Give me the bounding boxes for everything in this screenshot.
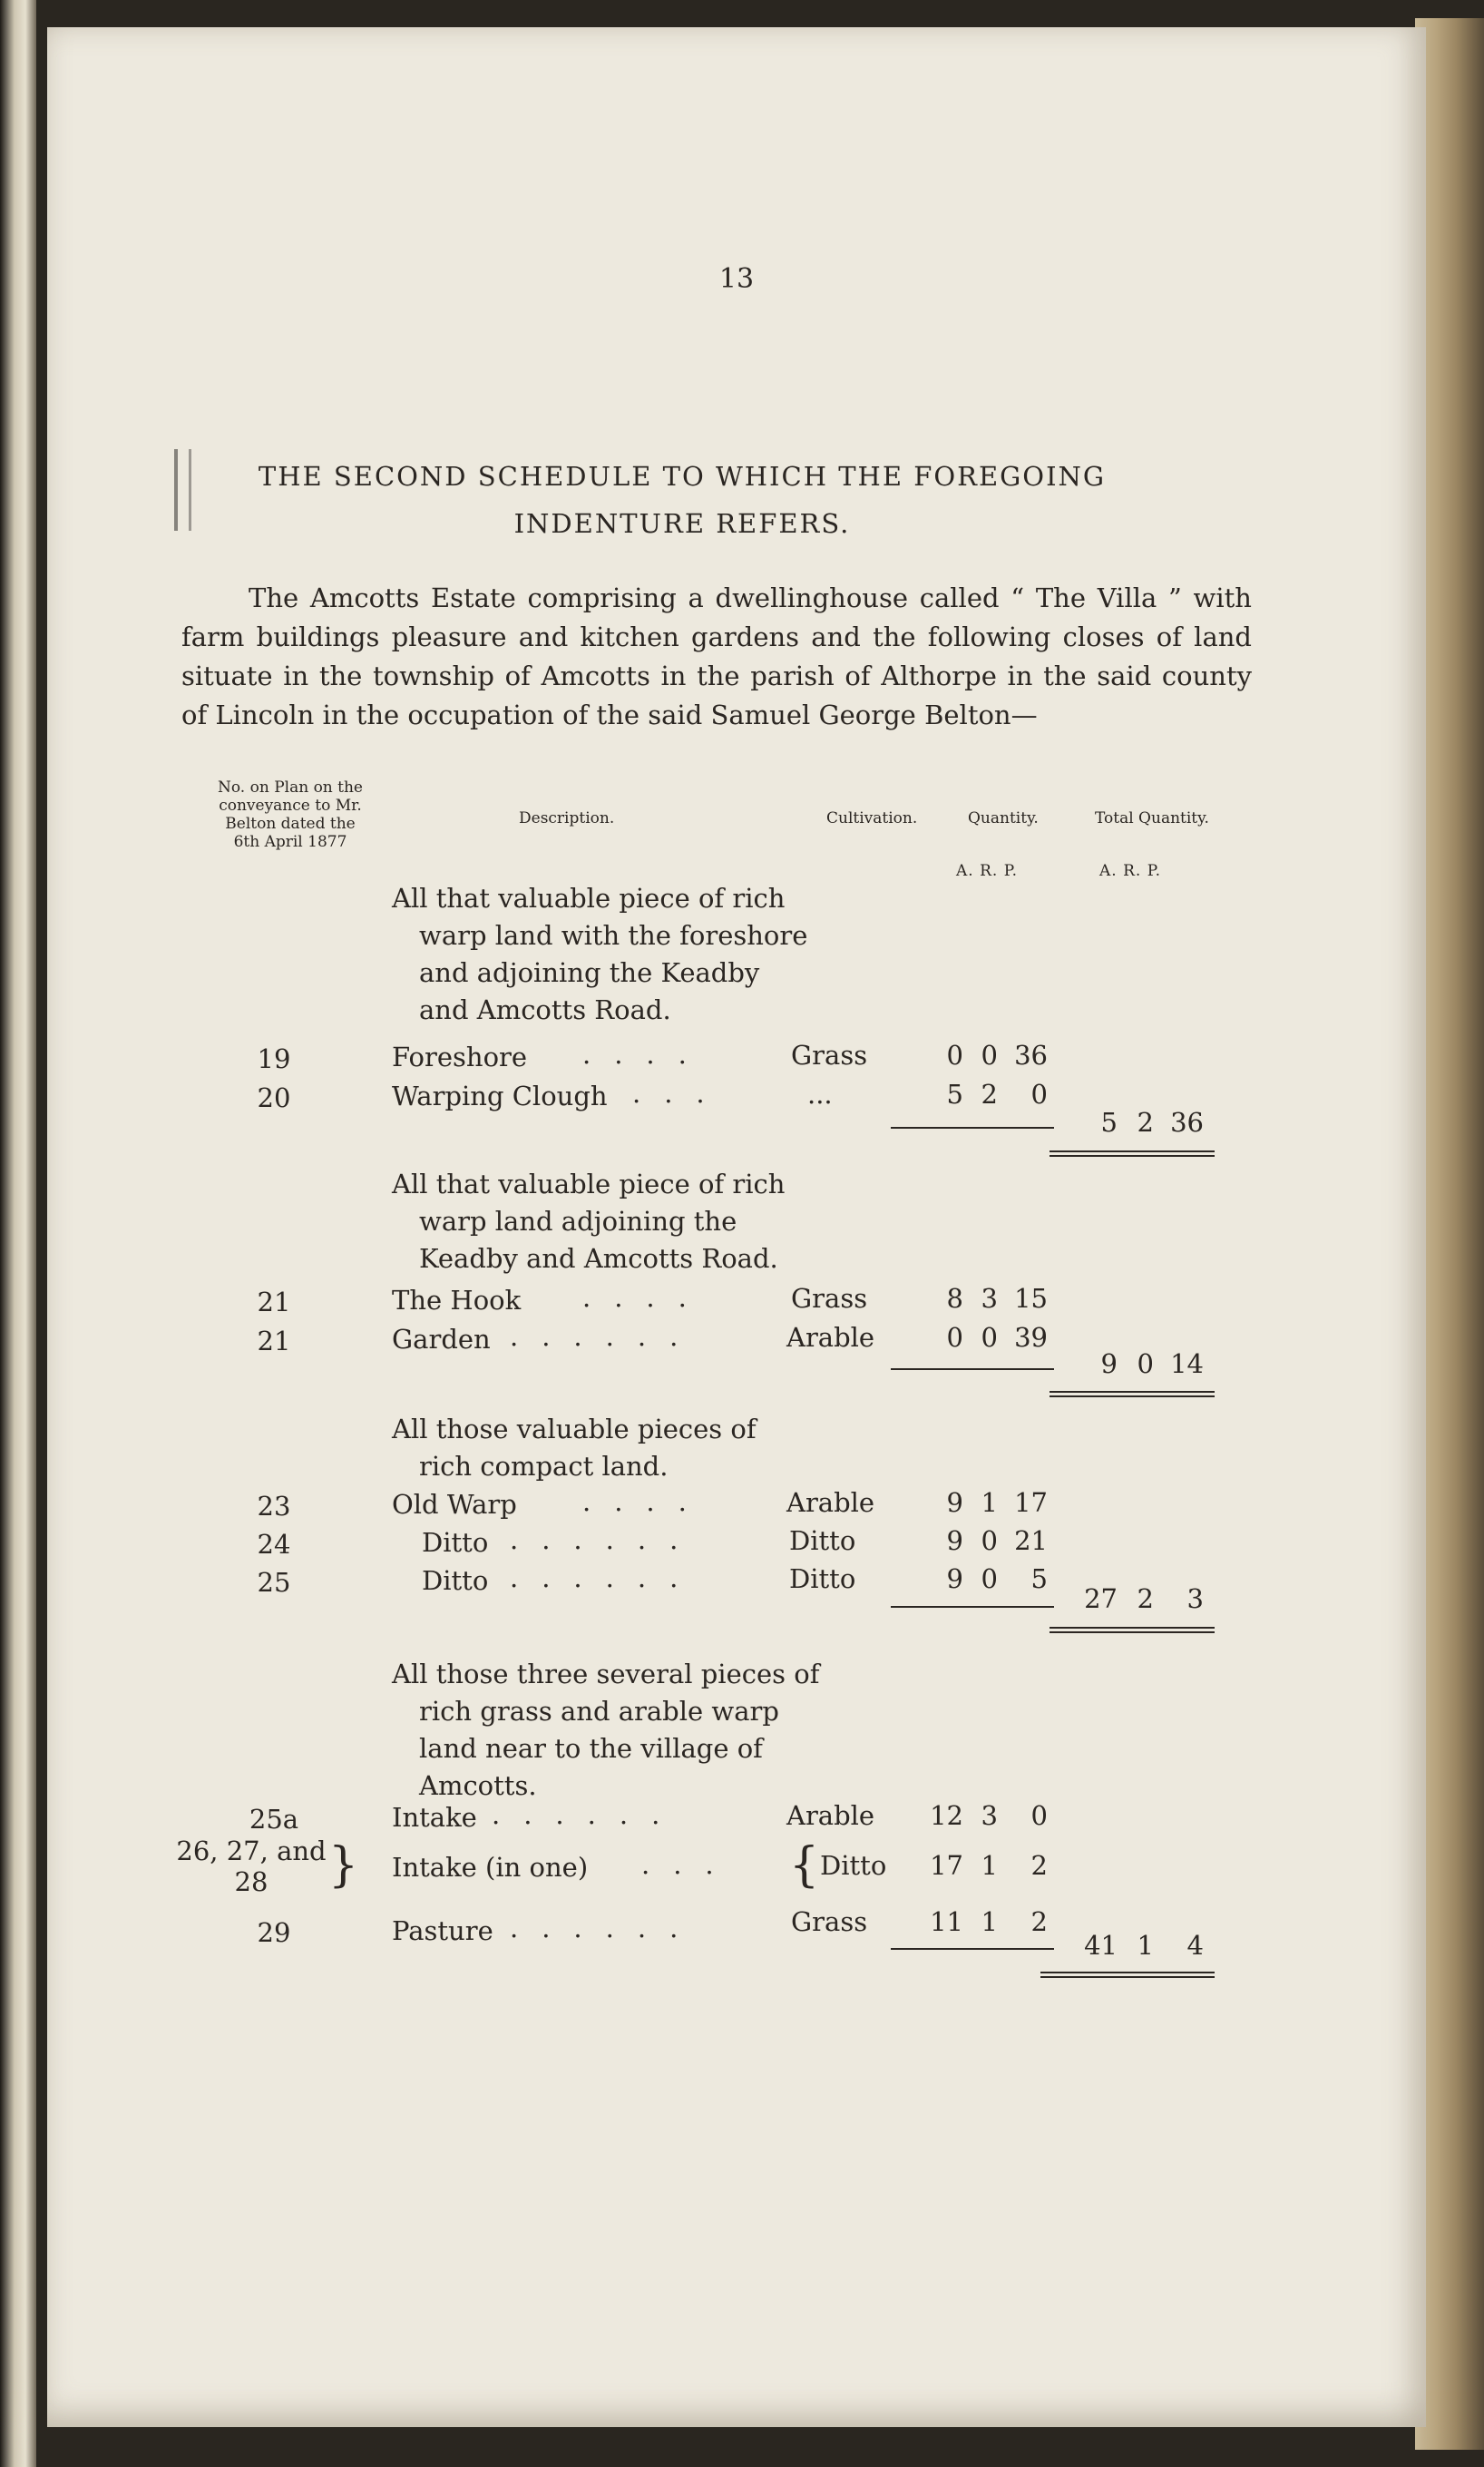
description-line: warp land with the foreshore (419, 920, 808, 951)
total-acres: 41 (1084, 1930, 1118, 1961)
roods: 1 (981, 1906, 998, 1937)
subtotal-rule (891, 1368, 1054, 1370)
total-acres: 27 (1084, 1583, 1118, 1614)
leader-dots: ... (641, 1849, 737, 1880)
total-acres: 9 (1100, 1348, 1118, 1379)
perches: 2 (1030, 1906, 1048, 1937)
acres: 5 (946, 1079, 963, 1110)
perches: 15 (1014, 1283, 1048, 1314)
plan-header-line: conveyance to Mr. (219, 797, 362, 815)
quantity-column-header: Quantity. (968, 809, 1039, 827)
perches: 17 (1014, 1487, 1048, 1518)
close-name: Intake (in one) (392, 1852, 589, 1883)
acres: 17 (930, 1850, 963, 1881)
leader-dots: ...... (510, 1321, 702, 1352)
brace-icon: } (328, 1838, 359, 1893)
acres: 0 (946, 1322, 963, 1353)
description-line: and adjoining the Keadby (419, 957, 760, 988)
leader-dots: ... (632, 1078, 728, 1109)
roods: 0 (981, 1322, 998, 1353)
total-roods: 0 (1137, 1348, 1154, 1379)
description-line: All that valuable piece of rich (392, 1169, 786, 1199)
description-line: All those three several pieces of (392, 1659, 820, 1689)
book-page (47, 27, 1426, 2427)
plan-number: 24 (257, 1529, 291, 1560)
cultivation: Ditto (789, 1563, 856, 1594)
total-double-rule (1040, 1972, 1215, 1978)
group-description (392, 1411, 800, 1485)
plan-number: 25a (249, 1804, 299, 1835)
plan-number: 19 (257, 1043, 291, 1074)
total-quantity-column-header: Total Quantity. (1095, 809, 1209, 827)
close-name: Ditto (422, 1527, 489, 1558)
acres: 9 (946, 1525, 963, 1556)
schedule-heading: THE SECOND SCHEDULE TO WHICH THE FOREGOING (258, 461, 1107, 492)
roods: 0 (981, 1525, 998, 1556)
close-name: Intake (392, 1802, 477, 1833)
cultivation: Arable (786, 1487, 875, 1518)
book-binding (0, 0, 36, 2467)
acres: 9 (946, 1563, 963, 1594)
group-description (392, 1656, 820, 1805)
perches: 0 (1030, 1800, 1048, 1831)
perches: 39 (1014, 1322, 1048, 1353)
description-line: All those valuable pieces of (392, 1414, 757, 1444)
close-name: Garden (392, 1324, 491, 1355)
leader-dots: ...... (510, 1913, 702, 1943)
intro-text: The Amcotts Estate comprising a dwellinghouse called “ The Villa ” with farm buildings pleasure and kitchen gardens and the following closes of land situate in the township of Amcotts in the parish of Althorpe in the said county of Lincoln in the occupation of the said Samuel George Belton— (181, 582, 1252, 730)
leader-dots: .... (582, 1486, 710, 1517)
roods: 0 (981, 1040, 998, 1071)
close-name: Foreshore (392, 1042, 528, 1072)
intro-paragraph (181, 579, 1252, 735)
plan-column-header (181, 778, 399, 851)
total-roods: 1 (1137, 1930, 1154, 1961)
roods: 0 (981, 1563, 998, 1594)
description-line: land near to the village of (419, 1733, 763, 1764)
plan-number: 23 (257, 1491, 291, 1522)
perches: 5 (1030, 1563, 1048, 1594)
brace-icon: { (789, 1838, 820, 1893)
close-name: The Hook (392, 1285, 522, 1316)
cultivation: Arable (786, 1322, 875, 1353)
acres: 9 (946, 1487, 963, 1518)
description-line: and Amcotts Road. (419, 994, 671, 1025)
perches: 0 (1030, 1079, 1048, 1110)
total-perches: 36 (1170, 1107, 1204, 1138)
roods: 3 (981, 1283, 998, 1314)
schedule-heading-line2: INDENTURE REFERS. (513, 508, 851, 539)
description-line: Keadby and Amcotts Road. (419, 1243, 778, 1274)
description-column-header: Description. (519, 809, 615, 827)
description-line: rich compact land. (419, 1451, 669, 1482)
total-double-rule (1050, 1391, 1215, 1397)
description-line: Amcotts. (419, 1770, 537, 1801)
page-number: 13 (718, 263, 755, 295)
group-description (392, 1166, 800, 1278)
perches: 21 (1014, 1525, 1048, 1556)
total-perches: 4 (1186, 1930, 1204, 1961)
leader-dots: .... (582, 1282, 710, 1313)
close-name: Warping Clough (392, 1081, 608, 1111)
plan-number: 29 (257, 1917, 291, 1948)
plan-header-line: 6th April 1877 (233, 833, 347, 851)
perches: 2 (1030, 1850, 1048, 1881)
description-line: All that valuable piece of rich (392, 883, 786, 914)
roods: 1 (981, 1850, 998, 1881)
perches: 36 (1014, 1040, 1048, 1071)
description-line: rich grass and arable warp (419, 1696, 779, 1727)
cultivation: Ditto (820, 1850, 887, 1881)
acres: 8 (946, 1283, 963, 1314)
total-acres: 5 (1100, 1107, 1118, 1138)
total-perches: 14 (1170, 1348, 1204, 1379)
leader-dots: ...... (492, 1799, 684, 1830)
total-roods: 2 (1137, 1583, 1154, 1614)
acres: 0 (946, 1040, 963, 1071)
cultivation: Arable (786, 1800, 875, 1831)
cultivation: Grass (791, 1283, 868, 1314)
cultivation: Grass (791, 1906, 868, 1937)
plan-header-line: Belton dated the (225, 815, 356, 833)
close-name: Pasture (392, 1915, 493, 1946)
plan-number: 21 (257, 1326, 291, 1356)
roods: 1 (981, 1487, 998, 1518)
total-roods: 2 (1137, 1107, 1154, 1138)
group-description (392, 880, 808, 1029)
roods: 2 (981, 1079, 998, 1110)
subtotal-rule (891, 1948, 1054, 1950)
total-double-rule (1050, 1150, 1215, 1157)
leader-dots: ...... (510, 1562, 702, 1593)
close-name: Ditto (422, 1565, 489, 1596)
leader-dots: .... (582, 1039, 710, 1070)
plan-number: 20 (257, 1082, 291, 1113)
plan-number: 26, 27, and 28 (176, 1836, 327, 1897)
subtotal-rule (891, 1606, 1054, 1608)
quantity-arp-header: A. R. P. (956, 862, 1019, 880)
total-perches: 3 (1186, 1583, 1204, 1614)
roods: 3 (981, 1800, 998, 1831)
subtotal-rule (891, 1127, 1054, 1129)
cultivation: Ditto (789, 1525, 856, 1556)
leader-dots: ...... (510, 1524, 702, 1555)
acres: 12 (930, 1800, 963, 1831)
description-line: warp land adjoining the (419, 1206, 737, 1237)
cultivation: Grass (791, 1040, 868, 1071)
close-name: Old Warp (392, 1489, 517, 1520)
plan-number: 21 (257, 1287, 291, 1317)
cultivation: ... (807, 1079, 833, 1110)
acres: 11 (930, 1906, 963, 1937)
total-double-rule (1050, 1627, 1215, 1633)
cultivation-column-header: Cultivation. (826, 809, 918, 827)
total-arp-header: A. R. P. (1099, 862, 1162, 880)
plan-header-line: No. on Plan on the (218, 778, 363, 797)
plan-number: 25 (257, 1567, 291, 1598)
